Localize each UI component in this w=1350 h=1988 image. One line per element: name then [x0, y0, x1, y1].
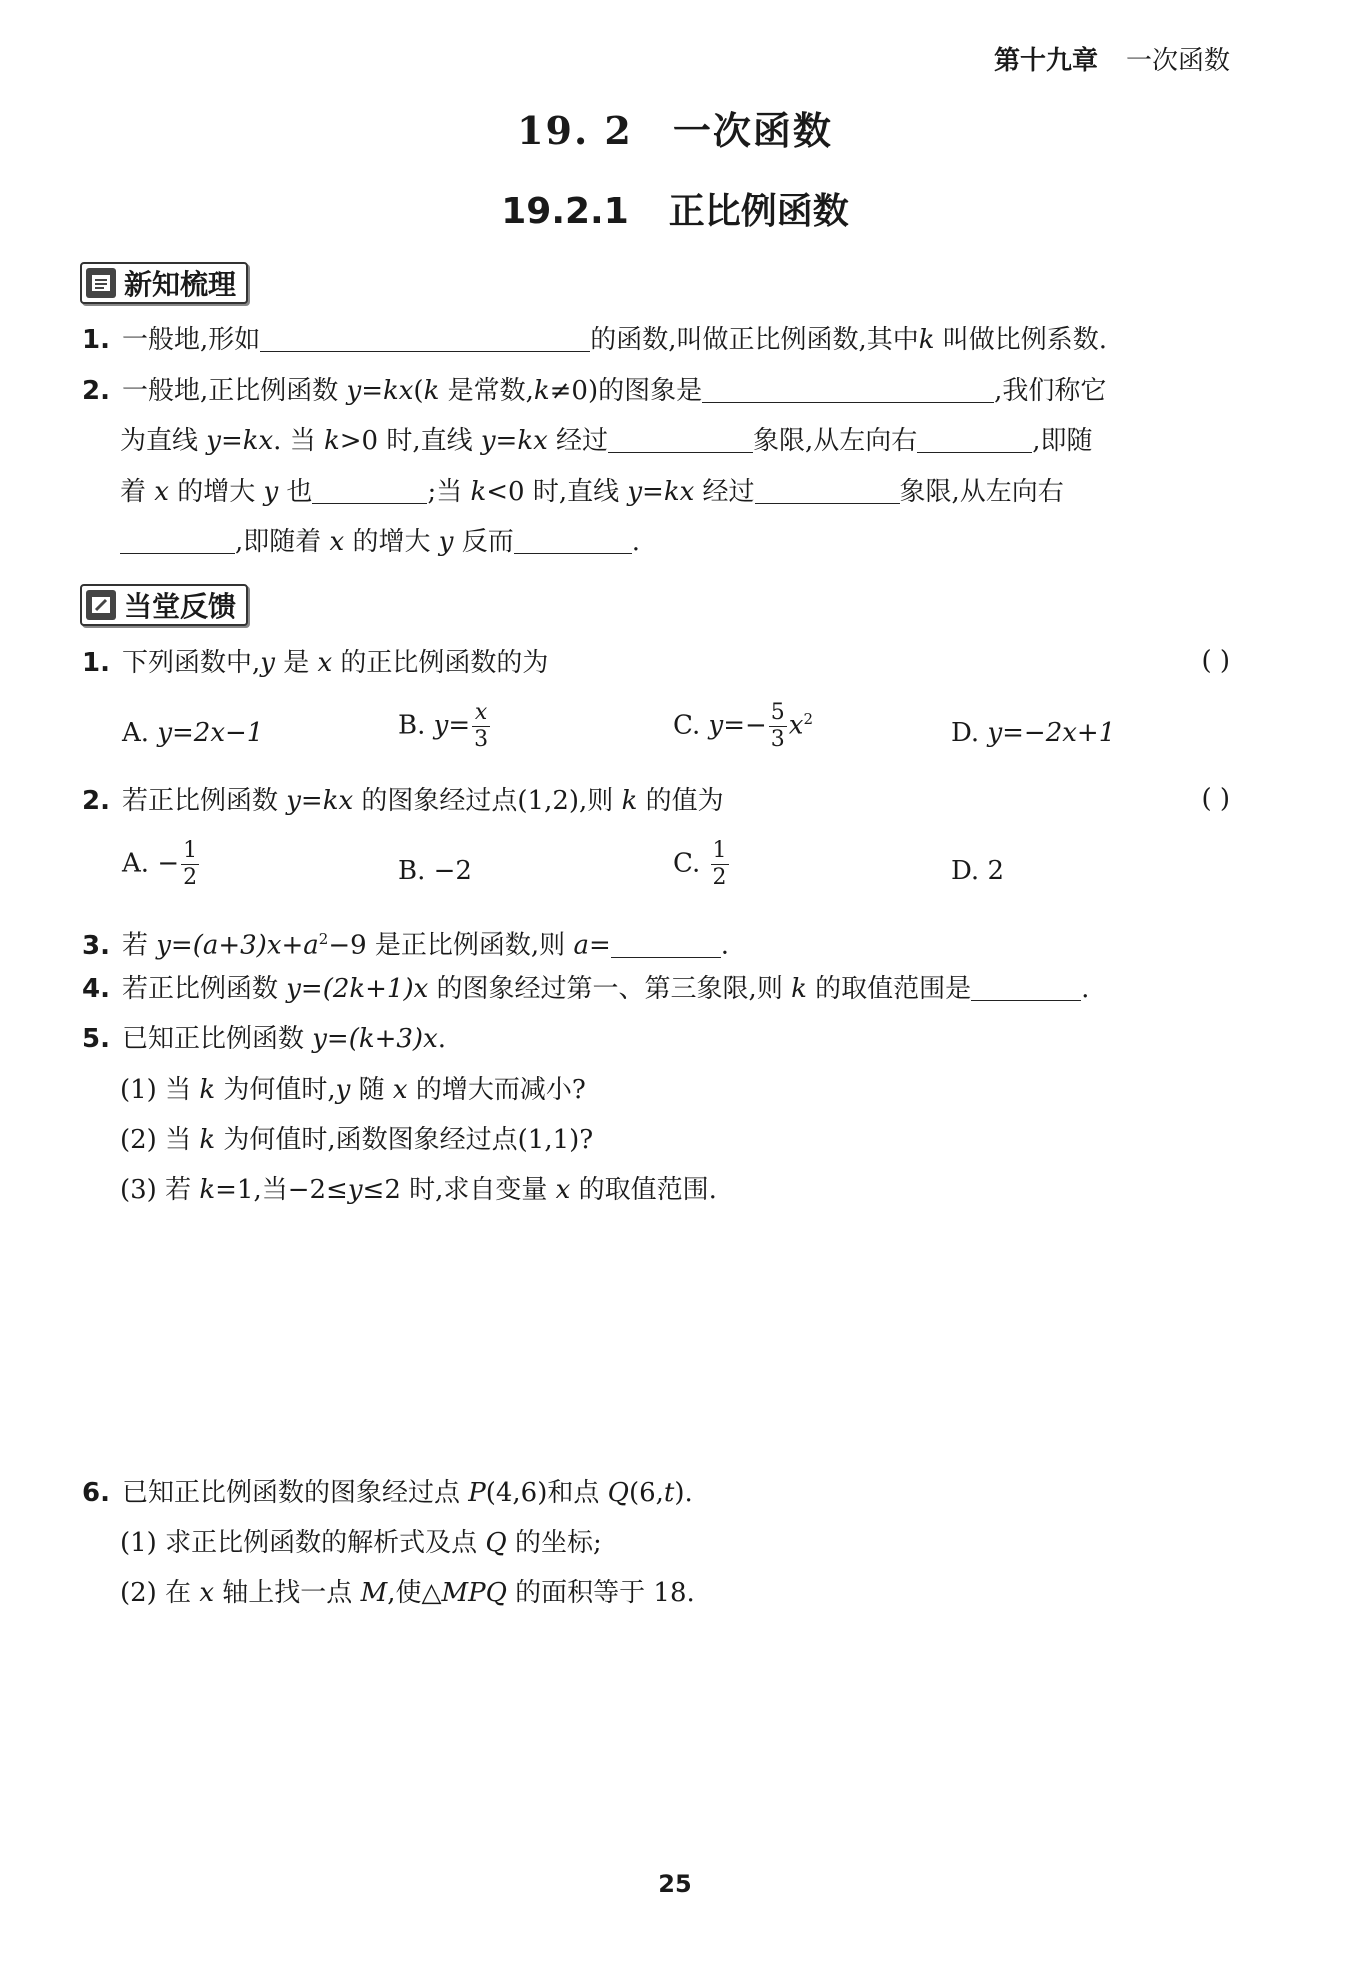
q1-option-a[interactable]: A. y=2x−1 [122, 718, 264, 748]
knowledge-item-1: 1. 一般地,形如 的函数,叫做正比例函数,其中k 叫做比例系数. [82, 325, 1108, 355]
subsection-title: 19.2.1 正比例函数 [501, 191, 849, 232]
page-number: 25 [658, 1870, 692, 1898]
q1-option-d[interactable]: D. y=−2x+1 [951, 718, 1116, 748]
question-1: 1. 下列函数中,y 是 x 的正比例函数的为 [82, 648, 549, 678]
q2-option-b[interactable]: B. −2 [398, 856, 472, 886]
fraction: $\frac{1}{2}$ [712, 838, 727, 890]
chapter-title: 一次函数 [1125, 46, 1230, 76]
part-header-class-feedback: 当堂反馈 [80, 584, 248, 626]
pencil-icon [86, 590, 116, 620]
fill-blank[interactable] [608, 426, 753, 453]
answer-bracket[interactable]: ( ) [1201, 646, 1230, 676]
question-6-part-2: (2) 在 x 轴上找一点 M,使△MPQ 的面积等于 18. [120, 1578, 695, 1608]
question-6: 6. 已知正比例函数的图象经过点 P(4,6)和点 Q(6,t). [82, 1478, 693, 1508]
answer-bracket[interactable]: ( ) [1201, 784, 1230, 814]
fill-blank[interactable] [917, 426, 1032, 453]
q2-option-a[interactable]: A. − $\frac{1}{2}$ [122, 838, 198, 890]
chapter-header [994, 40, 1230, 77]
fill-blank[interactable] [611, 931, 721, 958]
fraction: $\frac{5}{3}$ [770, 700, 785, 752]
fill-blank[interactable] [971, 974, 1081, 1001]
question-6-part-1: (1) 求正比例函数的解析式及点 Q 的坐标; [120, 1528, 602, 1558]
notebook-icon [86, 268, 116, 298]
chapter-number: 第十九章 [993, 46, 1098, 76]
question-5-part-1: (1) 当 k 为何值时,y 随 x 的增大而减小? [120, 1075, 586, 1105]
q1-option-c[interactable]: C. y=− $\frac{5}{3}$ $x^2$ [673, 700, 813, 752]
fraction: $\frac{x}{3}$ [474, 700, 489, 752]
question-5-part-3: (3) 若 k=1,当−2≤y≤2 时,求自变量 x 的取值范围. [120, 1175, 717, 1205]
q2-option-c[interactable]: C. $\frac{1}{2}$ [673, 838, 727, 890]
question-5-part-2: (2) 当 k 为何值时,函数图象经过点(1,1)? [120, 1125, 594, 1155]
question-5: 5. 已知正比例函数 y=(k+3)x. [82, 1024, 447, 1054]
question-4: 4. 若正比例函数 y=(2k+1)x 的图象经过第一、第三象限,则 k 的取值范围是 . [82, 974, 1090, 1004]
fill-blank[interactable] [260, 325, 590, 352]
q1-option-b[interactable]: B. y= $\frac{x}{3}$ [398, 700, 489, 752]
section-title: 19. 2 一次函数 [517, 108, 833, 153]
knowledge-item-2-line4: ,即随着 x 的增大 y 反而 . [120, 525, 640, 559]
fill-blank[interactable] [312, 477, 427, 504]
fill-blank[interactable] [755, 477, 900, 504]
question-2: 2. 若正比例函数 y=kx 的图象经过点(1,2),则 k 的值为 [82, 786, 724, 816]
knowledge-item-2-line2: 为直线 y=kx. 当 k>0 时,直线 y=kx 经过 象限,从左向右 ,即随 [120, 426, 1093, 456]
q2-option-d[interactable]: D. 2 [951, 856, 1004, 886]
knowledge-item-2-line3: 着 x 的增大 y 也 ;当 k<0 时,直线 y=kx 经过 象限,从左向右 [120, 477, 1064, 507]
fill-blank[interactable] [514, 527, 632, 554]
question-3: 3. 若 $y=(a+3)x+a^2-9$ 是正比例函数,则 a= . [82, 930, 730, 961]
knowledge-item-2: 2. 一般地,正比例函数 y=kx(k 是常数,k≠0)的图象是 ,我们称它 [82, 376, 1107, 406]
part-header-new-knowledge: 新知梳理 [80, 262, 248, 304]
fraction: $\frac{1}{2}$ [183, 838, 198, 890]
fill-blank[interactable] [702, 376, 994, 403]
fill-blank[interactable] [120, 527, 235, 554]
